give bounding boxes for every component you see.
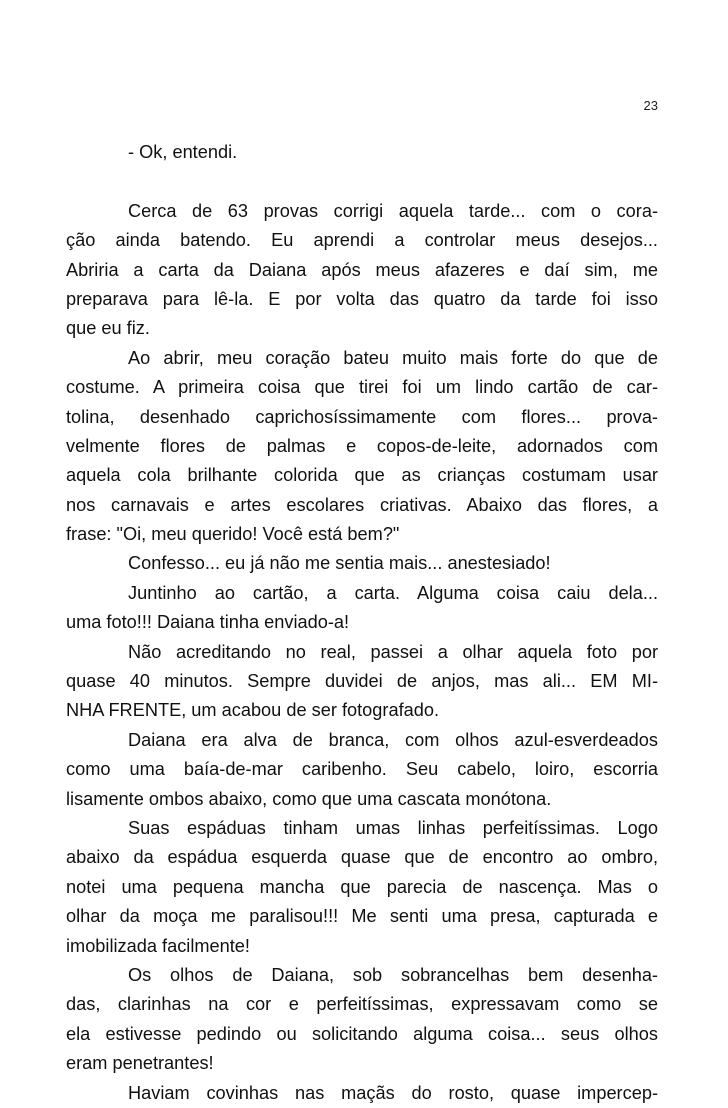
text-line: aquela cola brilhante colorida que as crianças costumam usar <box>66 465 658 486</box>
text-line: ela estivesse pedindo ou solicitando alguma coisa... seus olhos <box>66 1023 658 1044</box>
text-line: lisamente ombos abaixo, como que uma cascata monótona. <box>66 788 552 809</box>
text-line: velmente flores de palmas e copos-de-leite, adornados com <box>66 435 658 456</box>
text-line: frase: "Oi, meu querido! Você está bem?" <box>66 524 400 545</box>
text-line: Confesso... eu já não me sentia mais... anestesiado! <box>128 553 551 574</box>
text-line: que eu fiz. <box>66 318 150 339</box>
text-line: costume. A primeira coisa que tirei foi um lindo cartão de car- <box>66 377 658 398</box>
text-line: Abriria a carta da Daiana após meus afazeres e daí sim, me <box>66 259 658 280</box>
text-line: imobilizada facilmente! <box>66 935 250 956</box>
text-line: uma foto!!! Daiana tinha enviado-a! <box>66 612 350 633</box>
text-line: - Ok, entendi. <box>128 142 238 162</box>
text-line: Cerca de 63 provas corrigi aquela tarde... com o cora- <box>128 200 658 221</box>
text-line: das, clarinhas na cor e perfeitíssimas, expressavam como se <box>66 994 658 1015</box>
body-text <box>66 138 658 1108</box>
text-line: eram penetrantes! <box>66 1053 214 1074</box>
page-number: 23 <box>643 98 658 113</box>
text-line: preparava para lê-la. E por volta das quatro da tarde foi isso <box>66 288 658 309</box>
text-line: Juntinho ao cartão, a carta. Alguma coisa caiu dela... <box>128 582 658 603</box>
text-line: Haviam covinhas nas maçãs do rosto, quase impercep- <box>128 1082 658 1103</box>
text-line: Daiana era alva de branca, com olhos azul-esverdeados <box>128 729 658 750</box>
text-line: como uma baía-de-mar caribenho. Seu cabelo, loiro, escorria <box>66 759 658 780</box>
text-line: Os olhos de Daiana, sob sobrancelhas bem desenha- <box>128 964 658 985</box>
text-line: tolina, desenhado caprichosíssimamente com flores... prova- <box>66 406 658 427</box>
text-line: quase 40 minutos. Sempre duvidei de anjos, mas ali... EM MI- <box>66 671 658 692</box>
blank-line <box>66 167 658 196</box>
text-line: Ao abrir, meu coração bateu muito mais forte do que de <box>128 347 658 368</box>
text-line: Não acreditando no real, passei a olhar aquela foto por <box>128 641 658 662</box>
text-line: notei uma pequena mancha que parecia de nascença. Mas o <box>66 876 658 897</box>
text-line: Suas espáduas tinham umas linhas perfeitíssimas. Logo <box>128 817 658 838</box>
text-line: nos carnavais e artes escolares criativas. Abaixo das flores, a <box>66 494 658 515</box>
text-line: NHA FRENTE, um acabou de ser fotografado. <box>66 700 440 721</box>
text-line: olhar da moça me paralisou!!! Me senti uma presa, capturada e <box>66 906 658 927</box>
text-line: ção ainda batendo. Eu aprendi a controlar meus desejos... <box>66 230 658 251</box>
text-line: abaixo da espádua esquerda quase que de encontro ao ombro, <box>66 847 658 868</box>
